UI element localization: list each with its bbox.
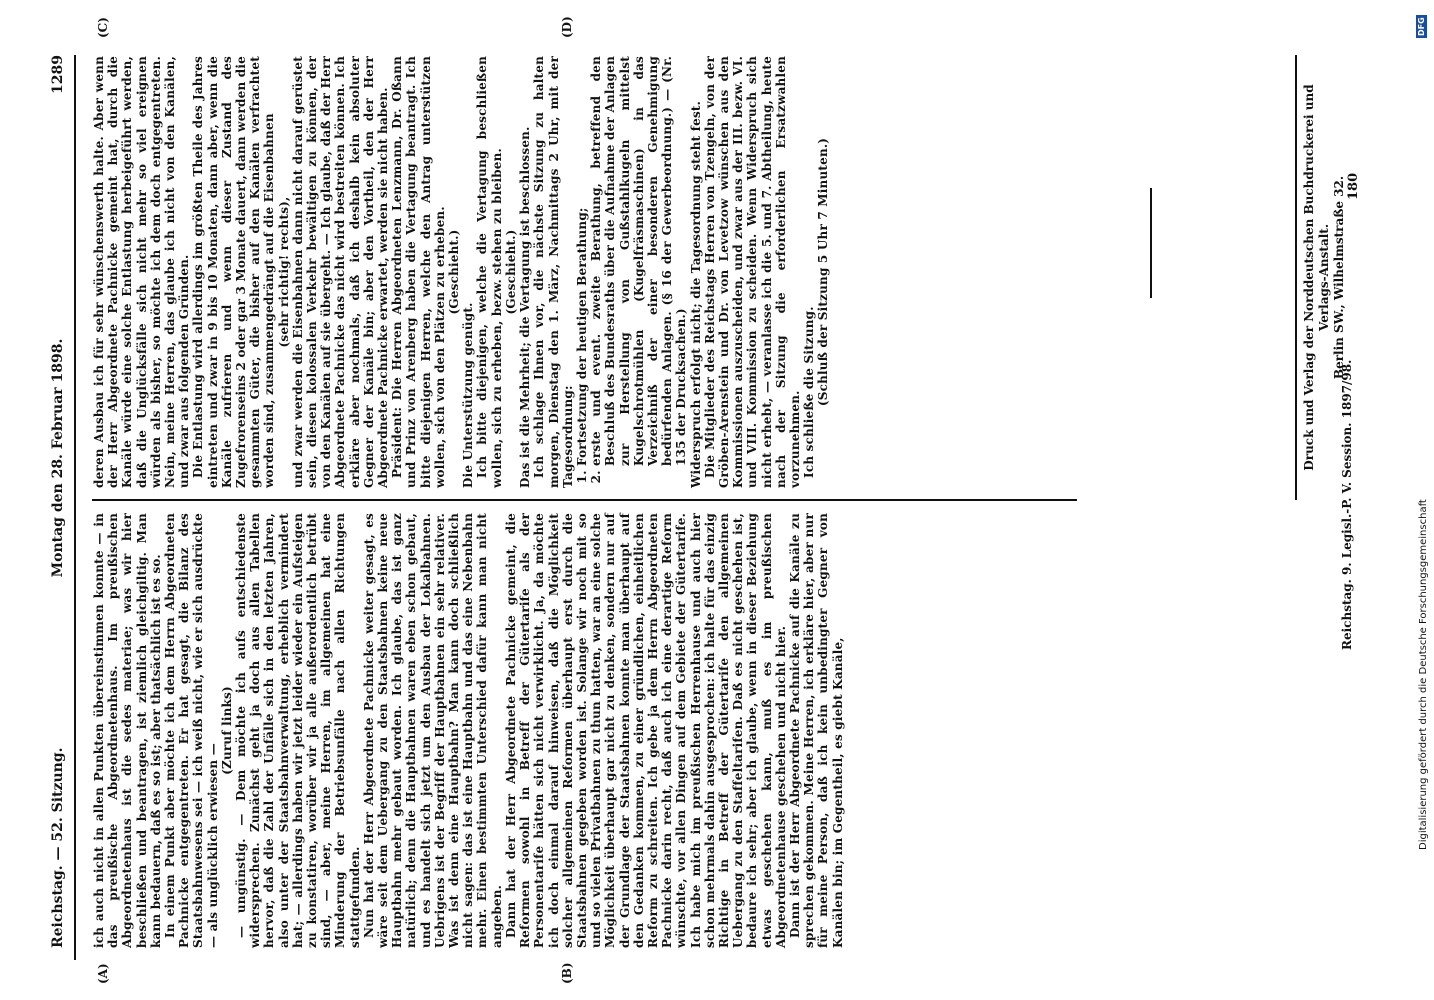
paragraph: Nun hat der Herr Abgeordnete Pachnicke weiter gesagt, es wäre seit dem Uebergang zu den Staatsbahnen keine neue Hauptbahn mehr gebaut worden. Ich glaube, das ist ganz natürlich; denn die Hauptbahnen waren eben schon gebaut, und es handelt sich jetzt um den Ausbau der Lokalbahnen. Uebrigens ist der Begriff der Hauptbahnen ein sehr relativer. Was ist denn eine Hauptbahn? Man kann doch schließlich nicht sagen: das ist eine Hauptbahn und das eine Nebenbahn mehr. Einen bestimmten Unterschied dafür kann man nicht angeben. — [361, 513, 504, 948]
paragraph: In einem Punkt aber möchte ich dem Herrn Abgeordneten Pachnicke entgegentreten. Er hat gesagt, die Bilanz des Staatsbahnwesens sei — ich weiß nicht, wie er sich ausdrückte — als unglücklich erwiesen — — [163, 513, 220, 948]
margin-letter-b: (B) — [560, 962, 574, 984]
imprint — [1302, 55, 1347, 500]
paragraph: Die Entlastung wird allerdings im größten Theile des Jahres eintreten und zwar in 9 bis 10 Monaten, dann aber, wenn die Kanäle zufrieren und wenn dieser Zustand des Zugefrorenseins 2 oder gar 3 Monate dauert, dann werden die gesammten Güter, die bisher auf den Kanälen verfrachtet worden sind, zusammengedrängt auf die Eisenbahnen — [191, 56, 277, 488]
paragraph: Das ist die Mehrheit; die Vertagung ist beschlossen. — [518, 126, 533, 488]
end-rule — [1150, 188, 1152, 298]
margin-letter-a: (A) — [96, 963, 110, 984]
paragraph: Die Unterstützung genügt. — [461, 302, 476, 488]
interjection: (Geschieht.) — [503, 229, 518, 315]
header-center: Montag den 28. Februar 1898. — [50, 338, 66, 578]
header-rule — [74, 55, 76, 960]
footer-session: Reichstag. 9. Legisl.-P. V. Session. 1897/98. — [1340, 359, 1354, 650]
digitization-note: Digitalisierung gefördert durch die Deutsche Forschungsgemeinschaft — [1418, 499, 1429, 850]
imprint-line-2: Berlin SW., Wilhelmstraße 32. — [1332, 175, 1346, 380]
paragraph: Ich schließe die Sitzung. — [802, 306, 817, 478]
paragraph: Dann hat der Herr Abgeordnete Pachnicke gemeint, die Reformen sowohl in Betreff der Gütertarife als der Personentarife hätten sich nicht verwirklicht. Ja, da möchte ich doch einmal darauf hinweisen, daß die Möglichkeit solcher allgemeinen Reformen überhaupt erst durch die Staatsbahnen gegeben worden ist. Solange wir noch mit so und so vielen Privatbahnen zu thun hatten, war an eine solche Möglichkeit überhaupt gar nicht zu denken, sondern nur auf der Grundlage der Staatsbahnen konnte man überhaupt auf den Gedanken kommen, zu einer gründlichen, einheitlichen Reform zu schreiten. Ich gebe ja dem Herrn Abgeordneten Pachnicke darin recht, daß auch ich eine derartige Reform wünschte, vor allen Dingen auf dem Gebiete der Gütertarife. Ich habe mich im preußischen Herrenhause und auch hier schon mehrmals dahin ausgesprochen: ich halte für das einzig Richtige in Betreff der Gütertarife den allgemeinen Uebergang zu den Staffeltarifen. Daß es nicht geschehen ist, bedaure ich sehr; aber ich glaube, wenn in dieser Beziehung etwas geschehen kann, muß es im preußischen Abgeordnetenhause geschehen und nicht hier. — [503, 513, 788, 948]
closing-note: (Schluß der Sitzung 5 Uhr 7 Minuten.) — [816, 137, 831, 407]
column-rule — [92, 499, 1077, 501]
paragraph: ich auch nicht in allen Punkten übereinstimmen konnte — in das preußische Abgeordnetenhaus. Im preußischen Abgeordnetenhaus ist die sedes materiae; was wir hier beschließen und beantragen, ist ziemlich gleichgiltig. Man kann bedauern, daß es so ist; aber thatsächlich ist es so. — [92, 513, 163, 948]
paragraph: deren Ausbau ich für sehr wünschenswerth halte. Aber wenn der Herr Abgeordnete Pachnicke gemeint hat, durch die Kanäle würde eine solche Entlastung herbeigeführt werden, daß die Unglücksfälle sich nicht mehr so viel ereignen würden als bisher, so möchte ich dem doch entgegentreten. Nein, meine Herren, das glaube ich nicht von den Kanälen, und zwar aus folgenden Gründen. — [92, 56, 192, 488]
imprint-rule — [1295, 55, 1297, 500]
paragraph: Dann ist der Herr Abgeordnete Pachnicke auf die Kanäle zu sprechen gekommen. Meine Herren, ich erkläre hier, aber nur für meine Person, daß ich kein unbedingter Gegner von Kanälen bin; im Gegentheil, es giebt Kanäle, — [787, 513, 845, 948]
dfg-logo: DFG — [1417, 17, 1426, 36]
margin-letter-d: (D) — [560, 16, 574, 38]
agenda-item: 2. erste und event. zweite Berathung, betreffend den Beschluß des Bundesraths über die Aufnahme der Anlagen zur Herstellung von Gußstahlkugeln mittelst Kugelschrotmühlen (Kugelfräsmaschinen) in das Verzeichniß der einer besonderen Genehmigung bedürfenden Anlagen. (§ 16 der Gewerbeordnung.) — (Nr. 135 der Drucksachen.) — [589, 56, 688, 466]
interjection: (Geschieht.) — [447, 229, 462, 315]
sheet-number: 180 — [1346, 172, 1361, 200]
header-left: Reichstag. — 52. Sitzung. — [50, 747, 66, 948]
page-number: 1289 — [50, 55, 66, 94]
interjection: (sehr richtig! rechts), — [276, 196, 291, 348]
left-column — [92, 513, 845, 948]
margin-letter-c: (C) — [96, 17, 110, 38]
paragraph: Die Mitglieder des Reichstags Herren von Tzengeln, von der Gröben-Arenstein und Dr. von Levetzow wünschen aus den Kommissionen auszuscheiden, und zwar aus der III. bezw. VI. und VIII. Kommission zu scheiden. Wenn Widerspruch sich nicht erhebt, — veranlasse ich die 5. und 7. Abtheilung, heute nach der Sitzung die erforderlichen Ersatzwahlen vorzunehmen. — [702, 56, 802, 488]
paragraph: Widerspruch erfolgt nicht; die Tagesordnung steht fest. — [688, 100, 703, 488]
agenda-item: 1. Fortsetzung der heutigen Berathung; — [575, 56, 589, 466]
paragraph: Ich schlage Ihnen vor, die nächste Sitzung zu halten morgen, Dienstag den 1. März, Nachmittags 2 Uhr, mit der Tagesordnung: — [532, 56, 575, 488]
paragraph: und zwar werden die Eisenbahnen dann nicht darauf gerüstet sein, diesen kolossalen Verkehr bewältigen zu können, der von den Kanälen auf sie übergeht. — Ich glaube, daß der Herr Abgeordnete Pachnicke das nicht wird bestreiten können. Ich erkläre aber nochmals, daß ich deshalb kein absoluter Gegner der Kanäle bin; aber den Vortheil, den der Herr Abgeordnete Pachnicke erwartet, werden sie nicht haben. — [290, 56, 391, 488]
president-speech: Präsident: Die Herren Abgeordneten Lenzmann, Dr. Oßann und Prinz von Arenberg haben die Vertagung beantragt. Ich bitte diejenigen Herren, welche den Antrag unterstützen wollen, sich von den Plätzen zu erheben. — [390, 56, 447, 488]
paragraph: Ich bitte diejenigen, welche die Vertagung beschließen wollen, sich zu erheben, bezw. stehen zu bleiben. — [475, 56, 504, 488]
interjection: (Zuruf links) — [219, 686, 234, 775]
agenda-list — [575, 56, 689, 488]
right-column — [92, 56, 831, 488]
paragraph: — ungünstig. — Dem möchte ich aufs entschiedenste widersprechen. Zunächst geht ja doch aus allen Tabellen hervor, daß die Zahl der Unfälle sich in den letzten Jahren, also unter der Staatsbahnverwaltung, erheblich vermindert hat; — allerdings haben wir jetzt leider wieder ein Aufsteigen zu konstatiren, worüber wir ja alle außerordentlich betrübt sind, — aber, meine Herren, im allgemeinen hat eine Minderung der Betriebsunfälle nach allen Richtungen stattgefunden. — [234, 513, 362, 948]
imprint-line-1: Druck und Verlag der Norddeutschen Buchdruckerei und Verlags-Anstalt. — [1302, 84, 1331, 471]
